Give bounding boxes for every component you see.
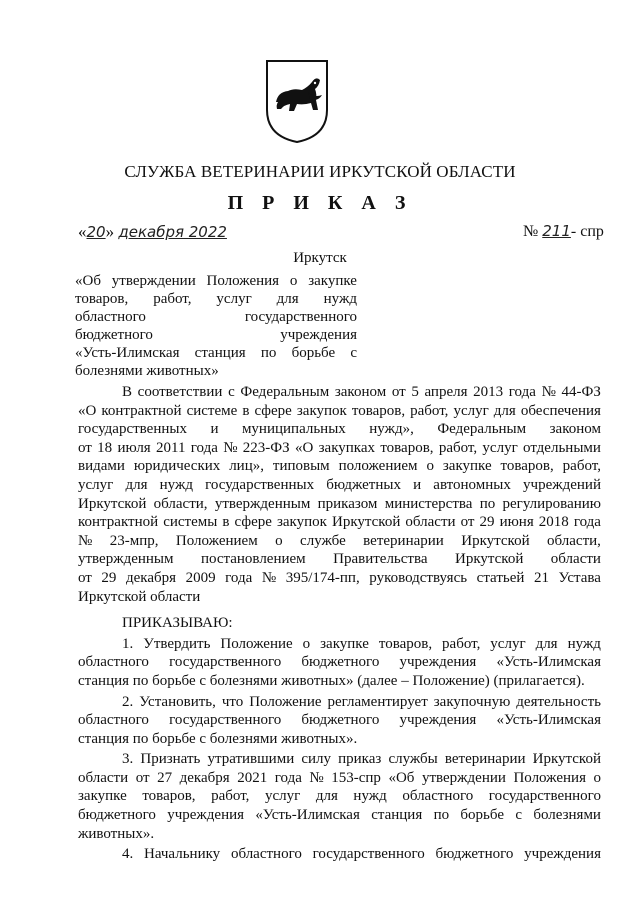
word: обеспечения <box>520 402 601 419</box>
text-line <box>78 402 601 421</box>
word: № <box>78 532 93 549</box>
word: контрактной <box>101 402 182 419</box>
number-prefix: № <box>523 223 539 240</box>
text-line <box>78 845 601 864</box>
word: сфере <box>254 402 292 419</box>
word: 2018 <box>538 514 569 531</box>
word: станция по борьбе с болезнями животных» (далее – Положение) (прилагается). <box>78 672 585 689</box>
date-day: 20 <box>86 223 106 241</box>
word: «Усть-Илимская <box>496 712 601 729</box>
word: 44-ФЗ <box>561 384 601 400</box>
coat-of-arms-emblem <box>264 58 330 144</box>
word: учреждения <box>399 654 477 671</box>
word: учреждений <box>523 476 601 493</box>
word: года <box>274 769 302 786</box>
word: статьей <box>476 569 525 586</box>
number-suffix: - спр <box>570 223 604 240</box>
word: от <box>460 514 475 531</box>
word: регламентирует <box>327 693 428 710</box>
word: услуг <box>490 635 526 652</box>
word: от <box>391 384 406 400</box>
word: борьбе <box>291 345 336 361</box>
word: товаров, <box>500 458 554 475</box>
word: о <box>426 458 434 475</box>
word: борьбе <box>460 807 504 824</box>
text-line <box>78 693 601 712</box>
word: контрактной <box>78 514 159 531</box>
word: В <box>122 384 133 400</box>
word: животных». <box>78 825 155 842</box>
word: что <box>221 693 244 710</box>
text-line <box>78 420 601 439</box>
word: «Об <box>75 273 101 289</box>
word: болезнями животных» <box>75 363 219 379</box>
word: закупочную <box>433 693 511 710</box>
word: закупках <box>318 439 376 456</box>
text-line <box>75 344 357 362</box>
word: года <box>508 384 536 400</box>
item-4 <box>78 845 601 864</box>
word: Иркутской <box>454 551 524 568</box>
word: области, <box>153 495 208 512</box>
word: работ, <box>211 788 250 805</box>
text-line <box>75 290 357 308</box>
word: для <box>493 402 516 419</box>
word: Федеральным <box>437 421 527 438</box>
item-1 <box>78 635 601 691</box>
word: года <box>225 569 253 586</box>
text-line <box>78 653 601 672</box>
word: 2013 <box>473 384 504 400</box>
word: 18 <box>97 439 113 456</box>
word: и <box>413 476 422 493</box>
word: 2. <box>122 693 134 710</box>
word: юридических <box>133 458 221 475</box>
text-line <box>75 272 357 290</box>
word: по <box>260 345 277 361</box>
word: государственного <box>488 788 601 805</box>
word: работ, <box>410 402 449 419</box>
word: типовым <box>272 458 330 475</box>
word: государственного <box>169 654 282 671</box>
word: и <box>210 421 219 438</box>
word: товаров, <box>142 788 196 805</box>
word: товаров, <box>378 635 433 652</box>
word: области, <box>547 532 601 549</box>
word: службе <box>300 532 346 549</box>
word: Иркутской <box>332 514 401 531</box>
word: нужд», <box>369 421 414 438</box>
text-line <box>75 362 357 380</box>
word: утвержденным <box>78 551 174 568</box>
word: июля <box>117 439 151 456</box>
word: ветеринарии <box>363 532 444 549</box>
word: учреждения <box>524 846 601 863</box>
word: июня <box>499 514 534 531</box>
word: работ, <box>562 458 601 475</box>
word: услуг <box>453 402 489 419</box>
word: приказ <box>338 751 382 768</box>
word: 23-мпр, <box>109 532 159 549</box>
word: утратившими <box>207 751 295 768</box>
text-line <box>78 476 601 495</box>
text-line <box>78 569 601 588</box>
word: Иркутской <box>461 532 530 549</box>
word: «Об <box>388 769 415 786</box>
text-line <box>78 769 601 788</box>
word: постановлением <box>200 551 306 568</box>
word: с <box>350 345 357 361</box>
word: автономных <box>433 476 511 493</box>
word: о <box>593 769 601 786</box>
text-line <box>78 635 601 654</box>
word: Признать <box>140 751 201 768</box>
word: бюджетного <box>78 807 156 824</box>
word: о <box>302 635 311 652</box>
text-line <box>78 750 601 769</box>
word: области <box>78 769 129 786</box>
word: сфере <box>234 514 272 531</box>
word: системы <box>163 514 218 531</box>
word: для <box>535 635 558 652</box>
word: государственных <box>78 421 187 438</box>
word: в <box>222 514 230 531</box>
word: закупке <box>308 273 357 289</box>
word: ветеринарии <box>444 751 526 768</box>
word: товаров, <box>75 291 129 307</box>
word: 3. <box>122 751 134 768</box>
word: Правительства <box>333 551 428 568</box>
word: приказом <box>317 495 378 512</box>
text-line <box>78 513 601 532</box>
word: нужд <box>353 788 387 805</box>
number-value: 211 <box>542 222 571 240</box>
date-month-year: декабря 2022 <box>118 223 227 241</box>
word: 4. <box>122 846 134 863</box>
word: болезнями <box>533 807 601 824</box>
word: закупке <box>320 635 369 652</box>
word: государственного <box>169 712 282 729</box>
word: законом <box>549 421 601 438</box>
word: для <box>125 476 148 493</box>
word: Иркутской <box>532 751 601 768</box>
word: Иркутской области <box>78 588 201 605</box>
word: № <box>309 769 324 786</box>
city-name: Иркутск <box>293 250 347 266</box>
word: от <box>78 439 92 456</box>
word: закупок <box>276 514 327 531</box>
word: услуг <box>482 439 518 456</box>
word: утверждении <box>111 273 196 289</box>
word: государственного <box>244 309 357 325</box>
word: системе <box>186 402 238 419</box>
word: года <box>573 514 601 531</box>
word: закупке <box>78 788 127 805</box>
word: области <box>550 551 601 568</box>
word: «О <box>294 439 314 456</box>
word: областного <box>78 654 149 671</box>
text-line <box>78 532 601 551</box>
text-line <box>78 825 601 844</box>
word: года <box>190 439 218 456</box>
word: закупок <box>296 402 347 419</box>
word: учреждения <box>280 327 357 343</box>
word: бюджетного <box>301 654 380 671</box>
text-line <box>78 457 601 476</box>
word: работ, <box>438 439 478 456</box>
word: Начальнику <box>144 846 221 863</box>
word: 153-спр <box>331 769 381 786</box>
word: 223-ФЗ <box>242 439 290 456</box>
word: с <box>228 384 235 400</box>
word: «О <box>78 402 97 419</box>
date-close-quote: » <box>105 222 115 241</box>
word: областного <box>75 309 146 325</box>
word: отдельными <box>523 439 601 456</box>
word: регулированию <box>502 495 601 512</box>
word: в <box>242 402 250 419</box>
word: для <box>276 291 299 307</box>
text-line <box>78 806 601 825</box>
word: государственных <box>205 476 315 493</box>
word: Утвердить <box>143 635 211 652</box>
word: работ, <box>442 635 481 652</box>
word: по <box>479 495 496 512</box>
word: силу <box>301 751 332 768</box>
text-line <box>78 383 601 402</box>
word: «Усть-Илимская <box>255 807 360 824</box>
word: о <box>289 273 298 289</box>
text-line <box>78 730 601 749</box>
word: товаров, <box>380 439 434 456</box>
word: нужд <box>567 635 601 652</box>
word: 395/174-пп, <box>285 569 360 586</box>
word: станция <box>371 807 423 824</box>
word: закупке <box>442 458 492 475</box>
word: 2011 <box>156 439 186 456</box>
word: бюджетных <box>326 476 401 493</box>
word: деятельность <box>516 693 601 710</box>
order-subject <box>75 272 357 380</box>
word: 2009 <box>185 569 216 586</box>
word: государственного <box>312 846 425 863</box>
word: 29 <box>101 569 117 586</box>
word: Положения <box>206 273 280 289</box>
word: 27 <box>157 769 173 786</box>
word: бюджетного <box>75 327 153 343</box>
word: о <box>275 532 283 549</box>
word: Иркутской <box>78 495 147 512</box>
word: Положения <box>513 769 586 786</box>
order-date <box>78 222 227 242</box>
text-line <box>78 787 601 806</box>
text-line <box>78 495 601 514</box>
word: положением <box>338 458 418 475</box>
word: руководствуясь <box>369 569 468 586</box>
word: от <box>78 569 92 586</box>
word: услуг <box>216 291 252 307</box>
word: министерства <box>384 495 473 512</box>
word: № <box>223 439 238 456</box>
word: «Усть-Илимская <box>496 654 601 671</box>
text-line <box>75 308 357 326</box>
text-line <box>78 550 601 569</box>
word: областного <box>402 788 474 805</box>
word: услуг <box>78 476 114 493</box>
word: 1. <box>122 635 134 652</box>
item-2 <box>78 693 601 749</box>
word: бюджетного <box>435 846 514 863</box>
word: утвержденным <box>214 495 311 512</box>
word: лиц», <box>229 458 264 475</box>
word: для <box>315 788 338 805</box>
word: учреждения <box>399 712 477 729</box>
word: областного <box>230 846 302 863</box>
order-word: ПРИКАЗЫВАЮ: <box>122 615 233 632</box>
word: бюджетного <box>301 712 380 729</box>
word: станция <box>194 345 246 361</box>
text-line <box>78 711 601 730</box>
order-number <box>523 222 604 241</box>
word: работ, <box>153 291 192 307</box>
word: 5 <box>411 384 419 400</box>
word: Положение <box>249 693 322 710</box>
word: нужд <box>159 476 193 493</box>
word: утверждении <box>421 769 506 786</box>
word: видами <box>78 458 125 475</box>
word: соответствии <box>137 384 223 400</box>
word: Установить, <box>139 693 216 710</box>
word: 29 <box>479 514 495 531</box>
word: станция по борьбе с болезнями животных». <box>78 730 358 747</box>
word: областного <box>78 712 149 729</box>
text-line <box>78 439 601 458</box>
word: Положением <box>175 532 258 549</box>
word: области <box>405 514 456 531</box>
word: законом <box>334 384 387 400</box>
word: услуг <box>264 788 301 805</box>
word: № <box>541 384 556 400</box>
text-line <box>78 588 601 607</box>
word: декабря <box>179 769 230 786</box>
word: с <box>515 807 522 824</box>
word: 21 <box>533 569 549 586</box>
document-type-title: П Р И К А З <box>227 192 413 214</box>
agency-name: СЛУЖБА ВЕТЕРИНАРИИ ИРКУТСКОЙ ОБЛАСТИ <box>124 162 516 181</box>
word: «Усть-Илимская <box>75 345 180 361</box>
date-open-quote: « <box>78 222 87 241</box>
word: № <box>261 569 277 586</box>
order-body <box>78 383 601 864</box>
word: Положение <box>220 635 293 652</box>
text-line <box>75 326 357 344</box>
preamble <box>78 383 601 606</box>
word: Устава <box>558 569 601 586</box>
word: нужд <box>323 291 357 307</box>
word: апреля <box>424 384 468 400</box>
word: от <box>135 769 150 786</box>
word: по <box>433 807 450 824</box>
word: Федеральным <box>240 384 330 400</box>
word: учреждения <box>167 807 245 824</box>
text-line <box>78 672 601 691</box>
word: 2021 <box>237 769 268 786</box>
item-3 <box>78 750 601 843</box>
word: товаров, <box>351 402 406 419</box>
word: муниципальных <box>241 421 346 438</box>
word: службы <box>388 751 438 768</box>
word: декабря <box>125 569 177 586</box>
